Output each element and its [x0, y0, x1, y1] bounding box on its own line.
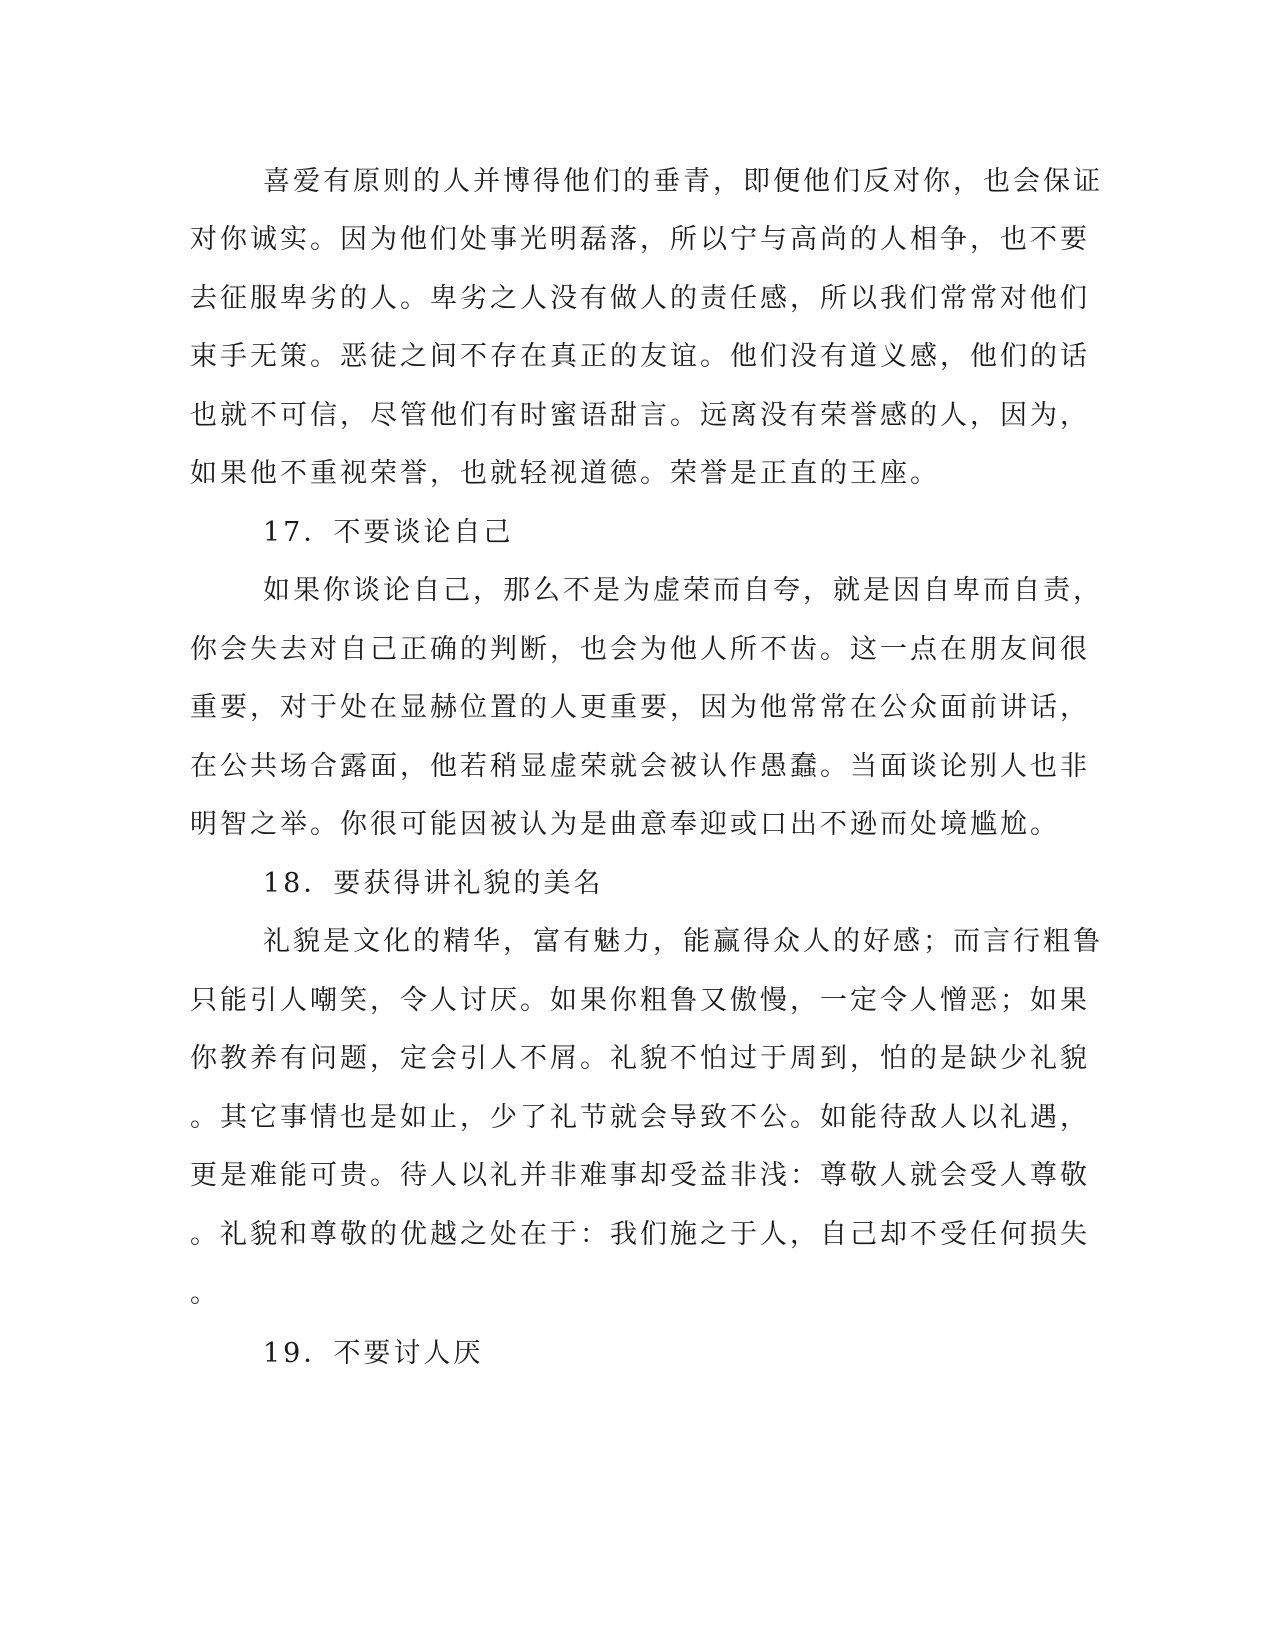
paragraph-line: 礼貌是文化的精华，富有魅力，能赢得众人的好感；而言行粗鲁	[263, 926, 1103, 957]
paragraph-line: 你会失去对自己正确的判断，也会为他人所不齿。这一点在朋友间很	[190, 634, 1090, 665]
paragraph-line: 重要，对于处在显赫位置的人更重要，因为他常常在公众面前讲话，	[190, 692, 1090, 723]
paragraph-line: 束手无策。恶徒之间不存在真正的友谊。他们没有道义感，他们的话	[190, 341, 1090, 372]
paragraph-line: 对你诚实。因为他们处事光明磊落，所以宁与高尚的人相争，也不要	[190, 224, 1090, 255]
paragraph-line: 。	[190, 1278, 220, 1309]
paragraph-line: 喜爱有原则的人并博得他们的垂青，即便他们反对你，也会保证	[263, 166, 1103, 197]
section-heading: 17．不要谈论自己	[263, 517, 514, 548]
section-heading: 19．不要讨人厌	[263, 1338, 484, 1369]
paragraph-line: 你教养有问题，定会引人不屑。礼貌不怕过于周到，怕的是缺少礼貌	[190, 1043, 1090, 1074]
paragraph-line: 在公共场合露面，他若稍显虚荣就会被认作愚蠢。当面谈论别人也非	[190, 751, 1090, 782]
paragraph-line: 去征服卑劣的人。卑劣之人没有做人的责任感，所以我们常常对他们	[190, 283, 1090, 314]
section-heading: 18．要获得讲礼貌的美名	[263, 868, 604, 899]
paragraph-line: 只能引人嘲笑，令人讨厌。如果你粗鲁又傲慢，一定令人憎恶；如果	[190, 985, 1090, 1016]
paragraph-line: 明智之举。你很可能因被认为是曲意奉迎或口出不逊而处境尴尬。	[190, 809, 1060, 840]
paragraph-line: 。礼貌和尊敬的优越之处在于：我们施之于人，自己却不受任何损失	[190, 1219, 1090, 1250]
paragraph-line: 也就不可信，尽管他们有时蜜语甜言。远离没有荣誉感的人，因为，	[190, 400, 1090, 431]
paragraph-line: 如果他不重视荣誉，也就轻视道德。荣誉是正直的王座。	[190, 458, 940, 489]
paragraph-line: 如果你谈论自己，那么不是为虚荣而自夸，就是因自卑而自责，	[263, 575, 1103, 606]
paragraph-line: 更是难能可贵。待人以礼并非难事却受益非浅：尊敬人就会受人尊敬	[190, 1160, 1090, 1191]
paragraph-line: 。其它事情也是如止，少了礼节就会导致不公。如能待敌人以礼遇，	[190, 1102, 1090, 1133]
